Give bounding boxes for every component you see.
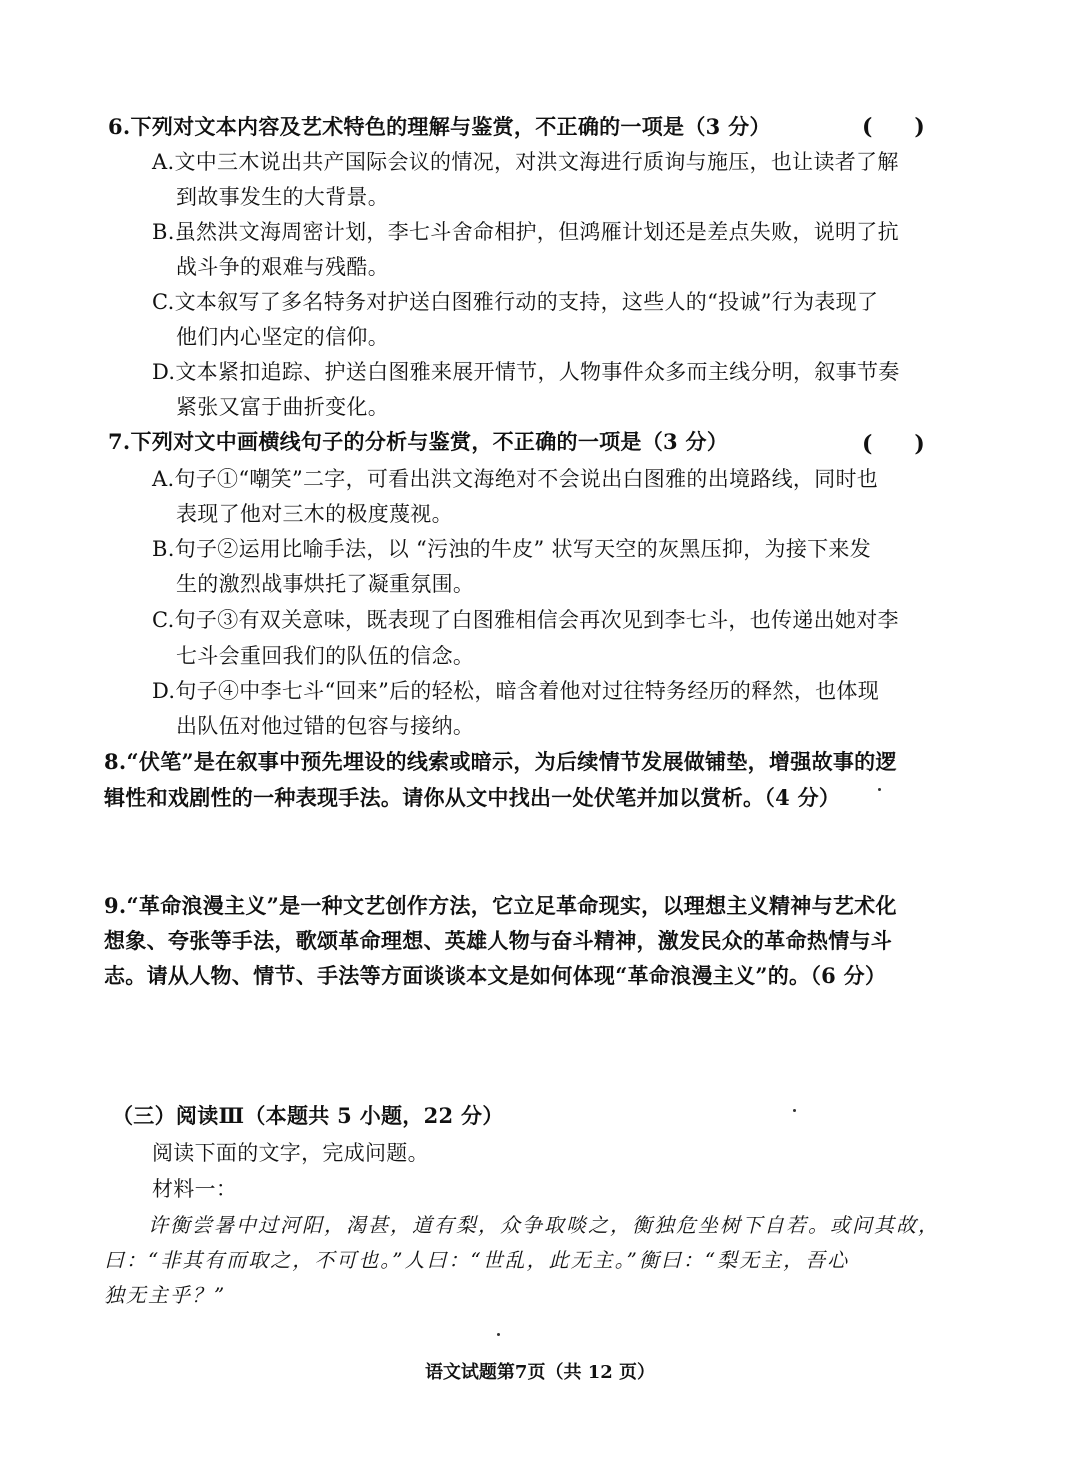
q7-option-a-cont: 表现了他对三木的极度蔑视。: [176, 502, 453, 526]
q9-line-3: 志。请从人物、情节、手法等方面谈谈本文是如何体现“革命浪漫主义”的。（6 分）: [104, 963, 887, 988]
material-label: 材料一：: [152, 1177, 238, 1201]
q6-option-d: D.文本紧扣追踪、护送白图雅来展开情节，人物事件众多而主线分明，叙事节奏: [152, 360, 900, 384]
section-instruction: 阅读下面的文字，完成问题。: [152, 1141, 429, 1165]
q9-line-2: 想象、夸张等手法，歌颂革命理想、英雄人物与奋斗精神，激发民众的革命热情与斗: [104, 928, 893, 953]
q7-stem: 7.下列对文中画横线句子的分析与鉴赏，不正确的一项是（3 分）: [108, 429, 729, 454]
q6-option-b-cont: 战斗争的艰难与残酷。: [176, 255, 389, 279]
q6-option-c-cont: 他们内心坚定的信仰。: [176, 325, 389, 349]
material-text-line-2: 曰：“非其有而取之，不可也。”人曰：“世乱，此无主。”衡曰：“梨无主，吾心: [104, 1248, 850, 1272]
q7-option-d-cont: 出队伍对他过错的包容与接纳。: [176, 714, 475, 738]
scan-speck: [878, 788, 881, 791]
scan-speck: [793, 1109, 796, 1112]
material-text-line-1: 许衡尝暑中过河阳，渴甚，道有梨，众争取啖之，衡独危坐树下自若。或问其故，: [148, 1213, 940, 1237]
q7-option-a: A.句子①“嘲笑”二字，可看出洪文海绝对不会说出白图雅的出境路线，同时也: [152, 467, 879, 491]
q8-line-2: 辑性和戏剧性的一种表现手法。请你从文中找出一处伏笔并加以赏析。（4 分）: [104, 785, 841, 810]
q7-answer-bracket: ( ): [862, 431, 925, 457]
q6-option-a-cont: 到故事发生的大背景。: [176, 185, 389, 209]
section-heading: （三）阅读Ⅲ（本题共 5 小题，22 分）: [112, 1103, 504, 1128]
q6-option-c: C.文本叙写了多名特务对护送白图雅行动的支持，这些人的“投诚”行为表现了: [152, 290, 879, 314]
q6-answer-bracket: ( ): [862, 114, 925, 140]
q8-line-1: 8.“伏笔”是在叙事中预先埋设的线索或暗示，为后续情节发展做铺垫，增强故事的逻: [104, 749, 897, 774]
q7-option-d: D.句子④中李七斗“回来”后的轻松，暗含着他对过往特务经历的释然，也体现: [152, 679, 880, 703]
scan-speck: [497, 1333, 500, 1336]
q6-option-b: B.虽然洪文海周密计划，李七斗舍命相护，但鸿雁计划还是差点失败，说明了抗: [152, 220, 899, 244]
q7-option-c: C.句子③有双关意味，既表现了白图雅相信会再次见到李七斗，也传递出她对李: [152, 608, 899, 632]
q7-option-b-cont: 生的激烈战事烘托了凝重氛围。: [176, 572, 475, 596]
material-text-line-3: 独无主乎？”: [104, 1283, 227, 1307]
q7-option-b: B.句子②运用比喻手法，以 “污浊的牛皮” 状写天空的灰黑压抑，为接下来发: [152, 537, 872, 561]
q6-option-a: A.文中三木说出共产国际会议的情况，对洪文海进行质询与施压，也让读者了解: [152, 150, 899, 174]
q9-line-1: 9.“革命浪漫主义”是一种文艺创作方法，它立足革命现实，以理想主义精神与艺术化: [104, 893, 897, 918]
q6-option-d-cont: 紧张又富于曲折变化。: [176, 395, 389, 419]
q6-stem: 6.下列对文本内容及艺术特色的理解与鉴赏，不正确的一项是（3 分）: [108, 114, 771, 139]
q7-option-c-cont: 七斗会重回我们的队伍的信念。: [176, 644, 475, 668]
page-footer: 语文试题第7页（共 12 页）: [424, 1362, 656, 1383]
